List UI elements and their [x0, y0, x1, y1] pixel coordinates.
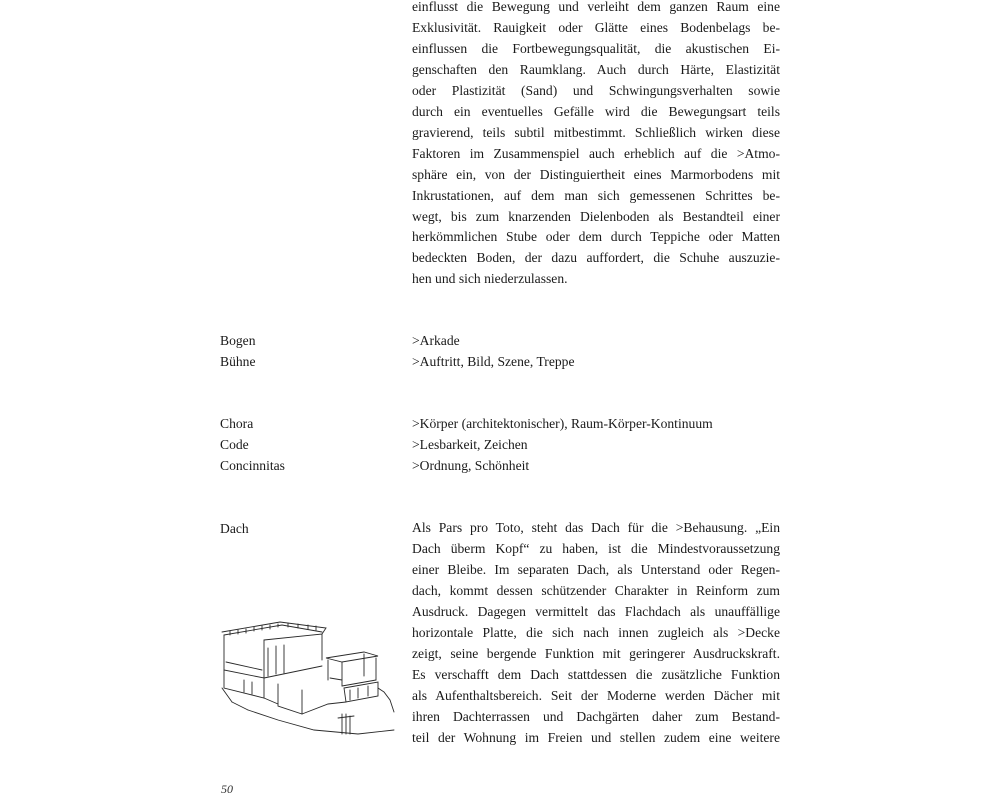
text-line: wegt, bis zum knarzenden Dielenboden als Bestandteil einer: [412, 208, 780, 224]
text-line: gravierend, teils subtil mitbestimmt. Schließlich wirken diese: [412, 124, 780, 140]
text-line: genschaften den Raumklang. Auch durch Härte, Elastizität: [412, 61, 780, 77]
text-line: oder Plastizität (Sand) und Schwingungsverhalten sowie: [412, 82, 780, 98]
entry-term-bogen: Bogen: [220, 333, 256, 348]
entry-term-dach: Dach: [220, 521, 249, 536]
text-line: einflusst die Bewegung und verleiht dem ganzen Raum eine: [412, 0, 780, 14]
text-line: teil der Wohnung im Freien und stellen zudem eine weitere: [412, 729, 780, 745]
text-line: Dach überm Kopf“ zu haben, ist die Mindestvoraussetzung: [412, 540, 780, 556]
text-line: durch ein eventuelles Gefälle wird die Bewegungsart teils: [412, 103, 780, 119]
text-line: Ausdruck. Dagegen vermittelt das Flachdach als unauffällige: [412, 603, 780, 619]
text-line: Inkrustationen, auf dem man sich gemessenen Schrittes be-: [412, 187, 780, 203]
text-line: Exklusivität. Rauigkeit oder Glätte eines Bodenbelags be-: [412, 19, 780, 35]
dach-paragraph: [412, 518, 780, 748]
text-line: sphäre ein, von der Distinguiertheit eines Marmorbodens mit: [412, 166, 780, 182]
text-line: herkömmlichen Stube oder dem durch Teppiche oder Matten: [412, 229, 780, 245]
text-line: horizontale Platte, die sich nach innen zugleich als >Decke: [412, 624, 780, 640]
text-line: hen und sich niederzulassen.: [412, 271, 568, 287]
page-number: 50: [221, 782, 233, 796]
entry-ref-code[interactable]: >Lesbarkeit, Zeichen: [412, 437, 528, 452]
text-line: ihren Dachterrassen und Dachgärten daher zum Bestand-: [412, 708, 780, 724]
entry-term-buehne: Bühne: [220, 354, 256, 369]
text-line: dach, kommt dessen schützender Charakter in Reinform zum: [412, 582, 780, 598]
text-line: bedeckten Boden, der dazu auffordert, die Schuhe auszuzie-: [412, 250, 780, 266]
entry-term-concinnitas: Concinnitas: [220, 458, 285, 473]
text-line: als Aufenthaltsbereich. Seit der Moderne werden Dächer mit: [412, 687, 780, 703]
text-line: Es verschafft dem Dach stattdessen die zusätzliche Funktion: [412, 666, 780, 682]
text-line: zeigt, seine bergende Funktion mit geringerer Ausdruckskraft.: [412, 645, 780, 661]
text-line: einflussen die Fortbewegungsqualität, die akustischen Ei-: [412, 40, 780, 56]
entry-ref-concinnitas[interactable]: >Ordnung, Schönheit: [412, 458, 530, 473]
text-line: einer Bleibe. Im separaten Dach, als Unterstand oder Regen-: [412, 561, 780, 577]
intro-paragraph: [412, 0, 780, 290]
entry-ref-chora[interactable]: >Körper (architektonischer), Raum-Körper-Kontinuum: [412, 416, 713, 431]
entry-ref-bogen[interactable]: >Arkade: [412, 333, 460, 348]
text-line: Als Pars pro Toto, steht das Dach für die >Behausung. „Ein: [412, 520, 780, 535]
entry-term-chora: Chora: [220, 416, 254, 431]
entry-term-code: Code: [220, 437, 249, 452]
entry-ref-buehne[interactable]: >Auftritt, Bild, Szene, Treppe: [412, 354, 575, 369]
text-line: Faktoren im Zusammenspiel auch erheblich auf die >Atmo-: [412, 145, 780, 161]
building-sketch-icon: [218, 618, 400, 736]
